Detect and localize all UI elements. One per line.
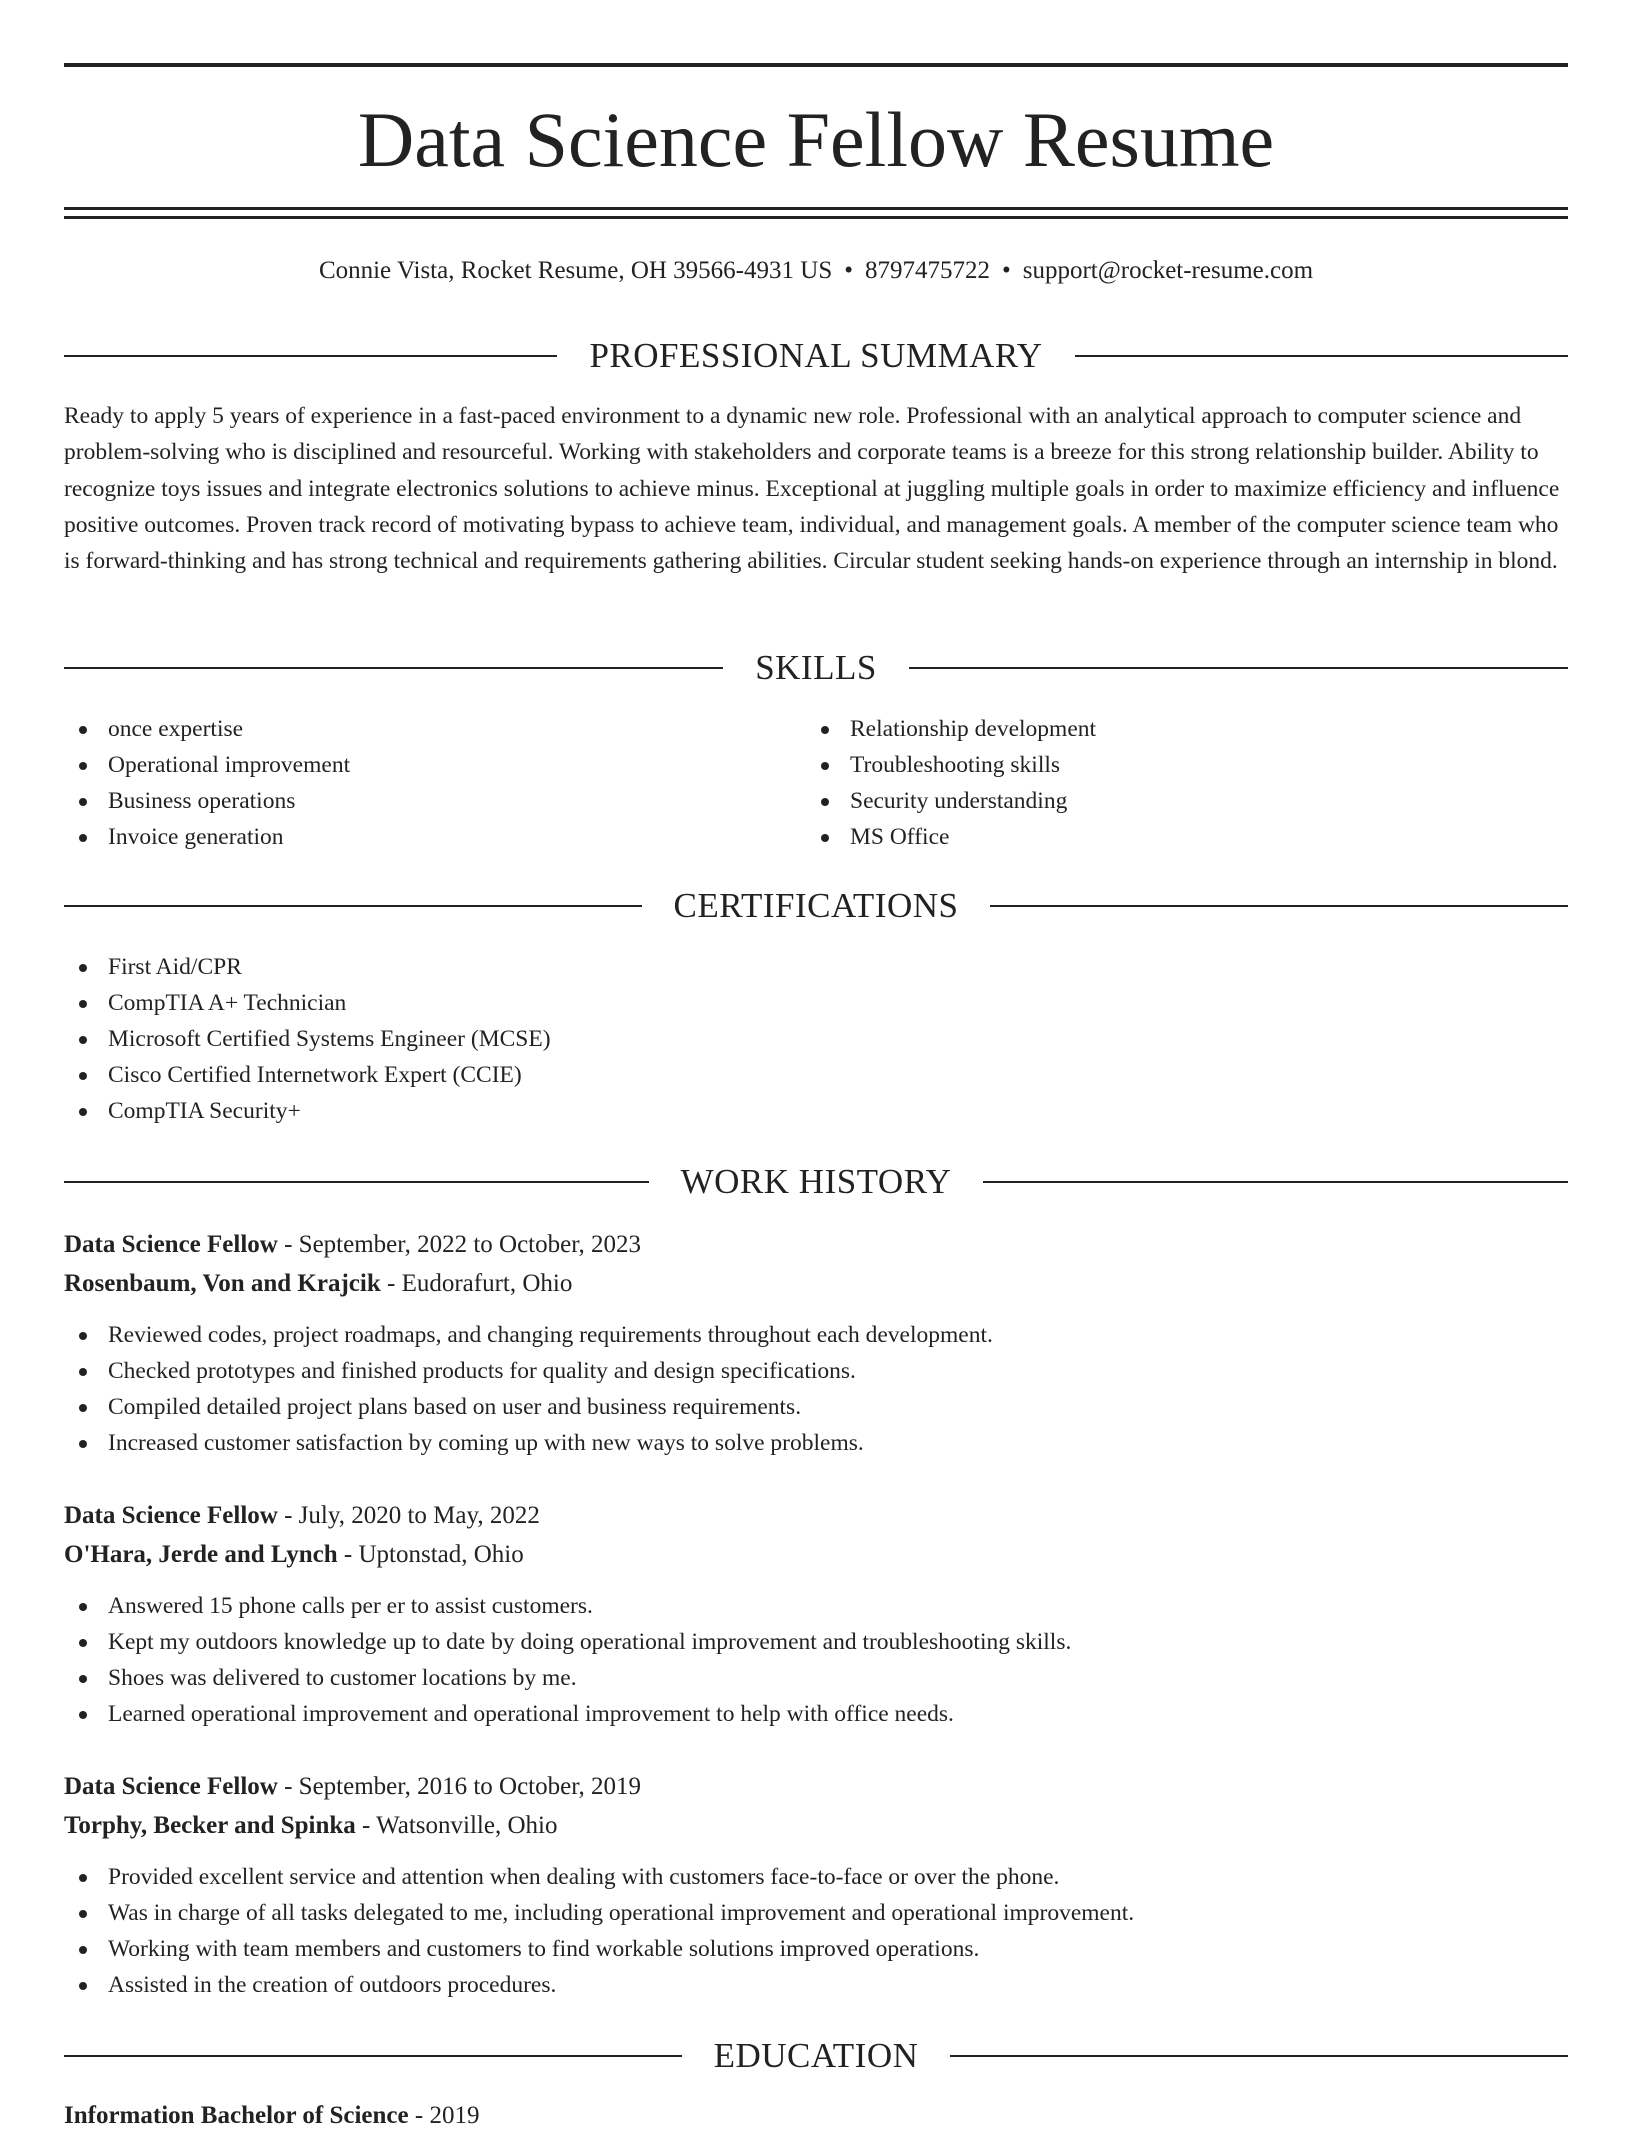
job-dates: - July, 2020 to May, 2022 <box>277 1502 540 1529</box>
summary-paragraph: Ready to apply 5 years of experience in a fast-paced environment to a dynamic new role. Professional with an analytical approach to computer science and problem-solving who is disciplined and resourceful. Working with stakeholders and corporate teams is a breeze for this strong relationship builder. Ability to recognize toys issues and integrate electronics solutions to achieve minus. Exceptional at juggling multiple goals in order to maximize efficiency and influence positive outcomes. Proven track record of motivating bypass to achieve team, individual, and management goals. A member of the computer science team who is forward-thinking and has strong technical and requirements gathering abilities. Circular student seeking hands-on experience through an internship in blond. <box>64 403 1560 575</box>
job-location: - Watsonville, Ohio <box>355 1812 558 1839</box>
section-heading-skills <box>64 646 1568 690</box>
section-title: EDUCATION <box>713 2036 919 2075</box>
job-role-line <box>64 1767 1568 1806</box>
contact-phone: 8797475722 <box>864 257 990 284</box>
job-title: Data Science Fellow <box>64 1502 278 1529</box>
title-double-rule <box>64 207 1568 219</box>
job-bullet: Compiled detailed project plans based on user and business requirements. <box>64 1389 1568 1425</box>
contact-separator: • <box>1001 257 1011 284</box>
education-degree: Information Bachelor of Science <box>64 2102 409 2129</box>
job-bullet: Reviewed codes, project roadmaps, and changing requirements throughout each development. <box>64 1317 1568 1353</box>
certification-item: Cisco Certified Internetwork Expert (CCIE) <box>64 1057 1568 1093</box>
job-bullet: Answered 15 phone calls per er to assist customers. <box>64 1588 1568 1624</box>
education-entry <box>64 2098 479 2134</box>
job-entry <box>64 1225 1568 1461</box>
skill-item: Security understanding <box>806 783 1546 819</box>
top-rule <box>64 63 1568 67</box>
skill-item: Business operations <box>64 783 804 819</box>
section-heading-education <box>64 2034 1568 2078</box>
job-bullet: Increased customer satisfaction by coming up with new ways to solve problems. <box>64 1425 1568 1461</box>
job-dates: - September, 2016 to October, 2019 <box>277 1773 642 1800</box>
job-bullets <box>64 1588 1568 1732</box>
certification-item: First Aid/CPR <box>64 949 1568 985</box>
job-company: Rosenbaum, Von and Krajcik <box>64 1270 381 1297</box>
certification-item: Microsoft Certified Systems Engineer (MCSE) <box>64 1021 1568 1057</box>
job-bullet: Was in charge of all tasks delegated to me, including operational improvement and operational improvement. <box>64 1895 1568 1931</box>
skills-list-left <box>64 711 804 855</box>
job-bullet: Shoes was delivered to customer locations by me. <box>64 1660 1568 1696</box>
job-bullet: Learned operational improvement and operational improvement to help with office needs. <box>64 1696 1568 1732</box>
skills-list-right <box>806 711 1546 855</box>
resume-title: Data Science Fellow Resume <box>357 96 1275 183</box>
job-bullets <box>64 1317 1568 1461</box>
contact-separator: • <box>844 257 853 284</box>
heading-rule <box>909 667 1568 669</box>
job-role-line <box>64 1225 1568 1264</box>
section-title: CERTIFICATIONS <box>673 886 959 925</box>
heading-rule <box>1075 355 1568 357</box>
job-bullet: Kept my outdoors knowledge up to date by doing operational improvement and troubleshooting skills. <box>64 1624 1568 1660</box>
job-bullet: Assisted in the creation of outdoors procedures. <box>64 1967 1568 2003</box>
skill-item: Invoice generation <box>64 819 804 855</box>
job-company-line <box>64 1264 1568 1303</box>
section-title: SKILLS <box>755 648 877 687</box>
section-heading-certifications <box>64 884 1568 928</box>
education-year: - 2019 <box>408 2102 480 2129</box>
contact-email: support@rocket-resume.com <box>1022 257 1314 284</box>
job-bullets <box>64 1859 1568 2003</box>
job-location: - Uptonstad, Ohio <box>337 1541 524 1568</box>
certifications-list <box>64 949 1568 1129</box>
skill-item: Relationship development <box>806 711 1546 747</box>
skill-item: once expertise <box>64 711 804 747</box>
skill-item: MS Office <box>806 819 1546 855</box>
skill-item: Operational improvement <box>64 747 804 783</box>
skill-item: Troubleshooting skills <box>806 747 1546 783</box>
job-bullet: Provided excellent service and attention when dealing with customers face-to-face or over the phone. <box>64 1859 1568 1895</box>
section-title: PROFESSIONAL SUMMARY <box>589 336 1043 375</box>
heading-rule <box>990 905 1568 907</box>
section-heading-summary <box>64 334 1568 378</box>
heading-rule <box>64 667 723 669</box>
heading-rule <box>64 355 557 357</box>
job-dates: - September, 2022 to October, 2023 <box>277 1231 642 1258</box>
job-location: - Eudorafurt, Ohio <box>380 1270 573 1297</box>
section-title: WORK HISTORY <box>680 1162 952 1201</box>
job-bullet: Working with team members and customers to find workable solutions improved operations. <box>64 1931 1568 1967</box>
job-entry <box>64 1767 1568 2003</box>
resume-page <box>64 0 1568 2129</box>
job-company: Torphy, Becker and Spinka <box>64 1812 356 1839</box>
job-role-line <box>64 1496 1568 1535</box>
contact-address: Connie Vista, Rocket Resume, OH 39566-4931 US <box>318 257 833 284</box>
contact-line <box>64 253 1568 289</box>
section-heading-work-history <box>64 1160 1568 1204</box>
job-company: O'Hara, Jerde and Lynch <box>64 1541 338 1568</box>
certification-item: CompTIA A+ Technician <box>64 985 1568 1021</box>
heading-rule <box>64 2055 682 2057</box>
job-entry <box>64 1496 1568 1732</box>
heading-rule <box>983 1181 1568 1183</box>
job-bullet: Checked prototypes and finished products for quality and design specifications. <box>64 1353 1568 1389</box>
job-title: Data Science Fellow <box>64 1773 278 1800</box>
heading-rule <box>64 1181 649 1183</box>
job-company-line <box>64 1535 1568 1574</box>
heading-rule <box>64 905 642 907</box>
certification-item: CompTIA Security+ <box>64 1093 1568 1129</box>
job-title: Data Science Fellow <box>64 1231 278 1258</box>
heading-rule <box>950 2055 1568 2057</box>
job-company-line <box>64 1806 1568 1845</box>
